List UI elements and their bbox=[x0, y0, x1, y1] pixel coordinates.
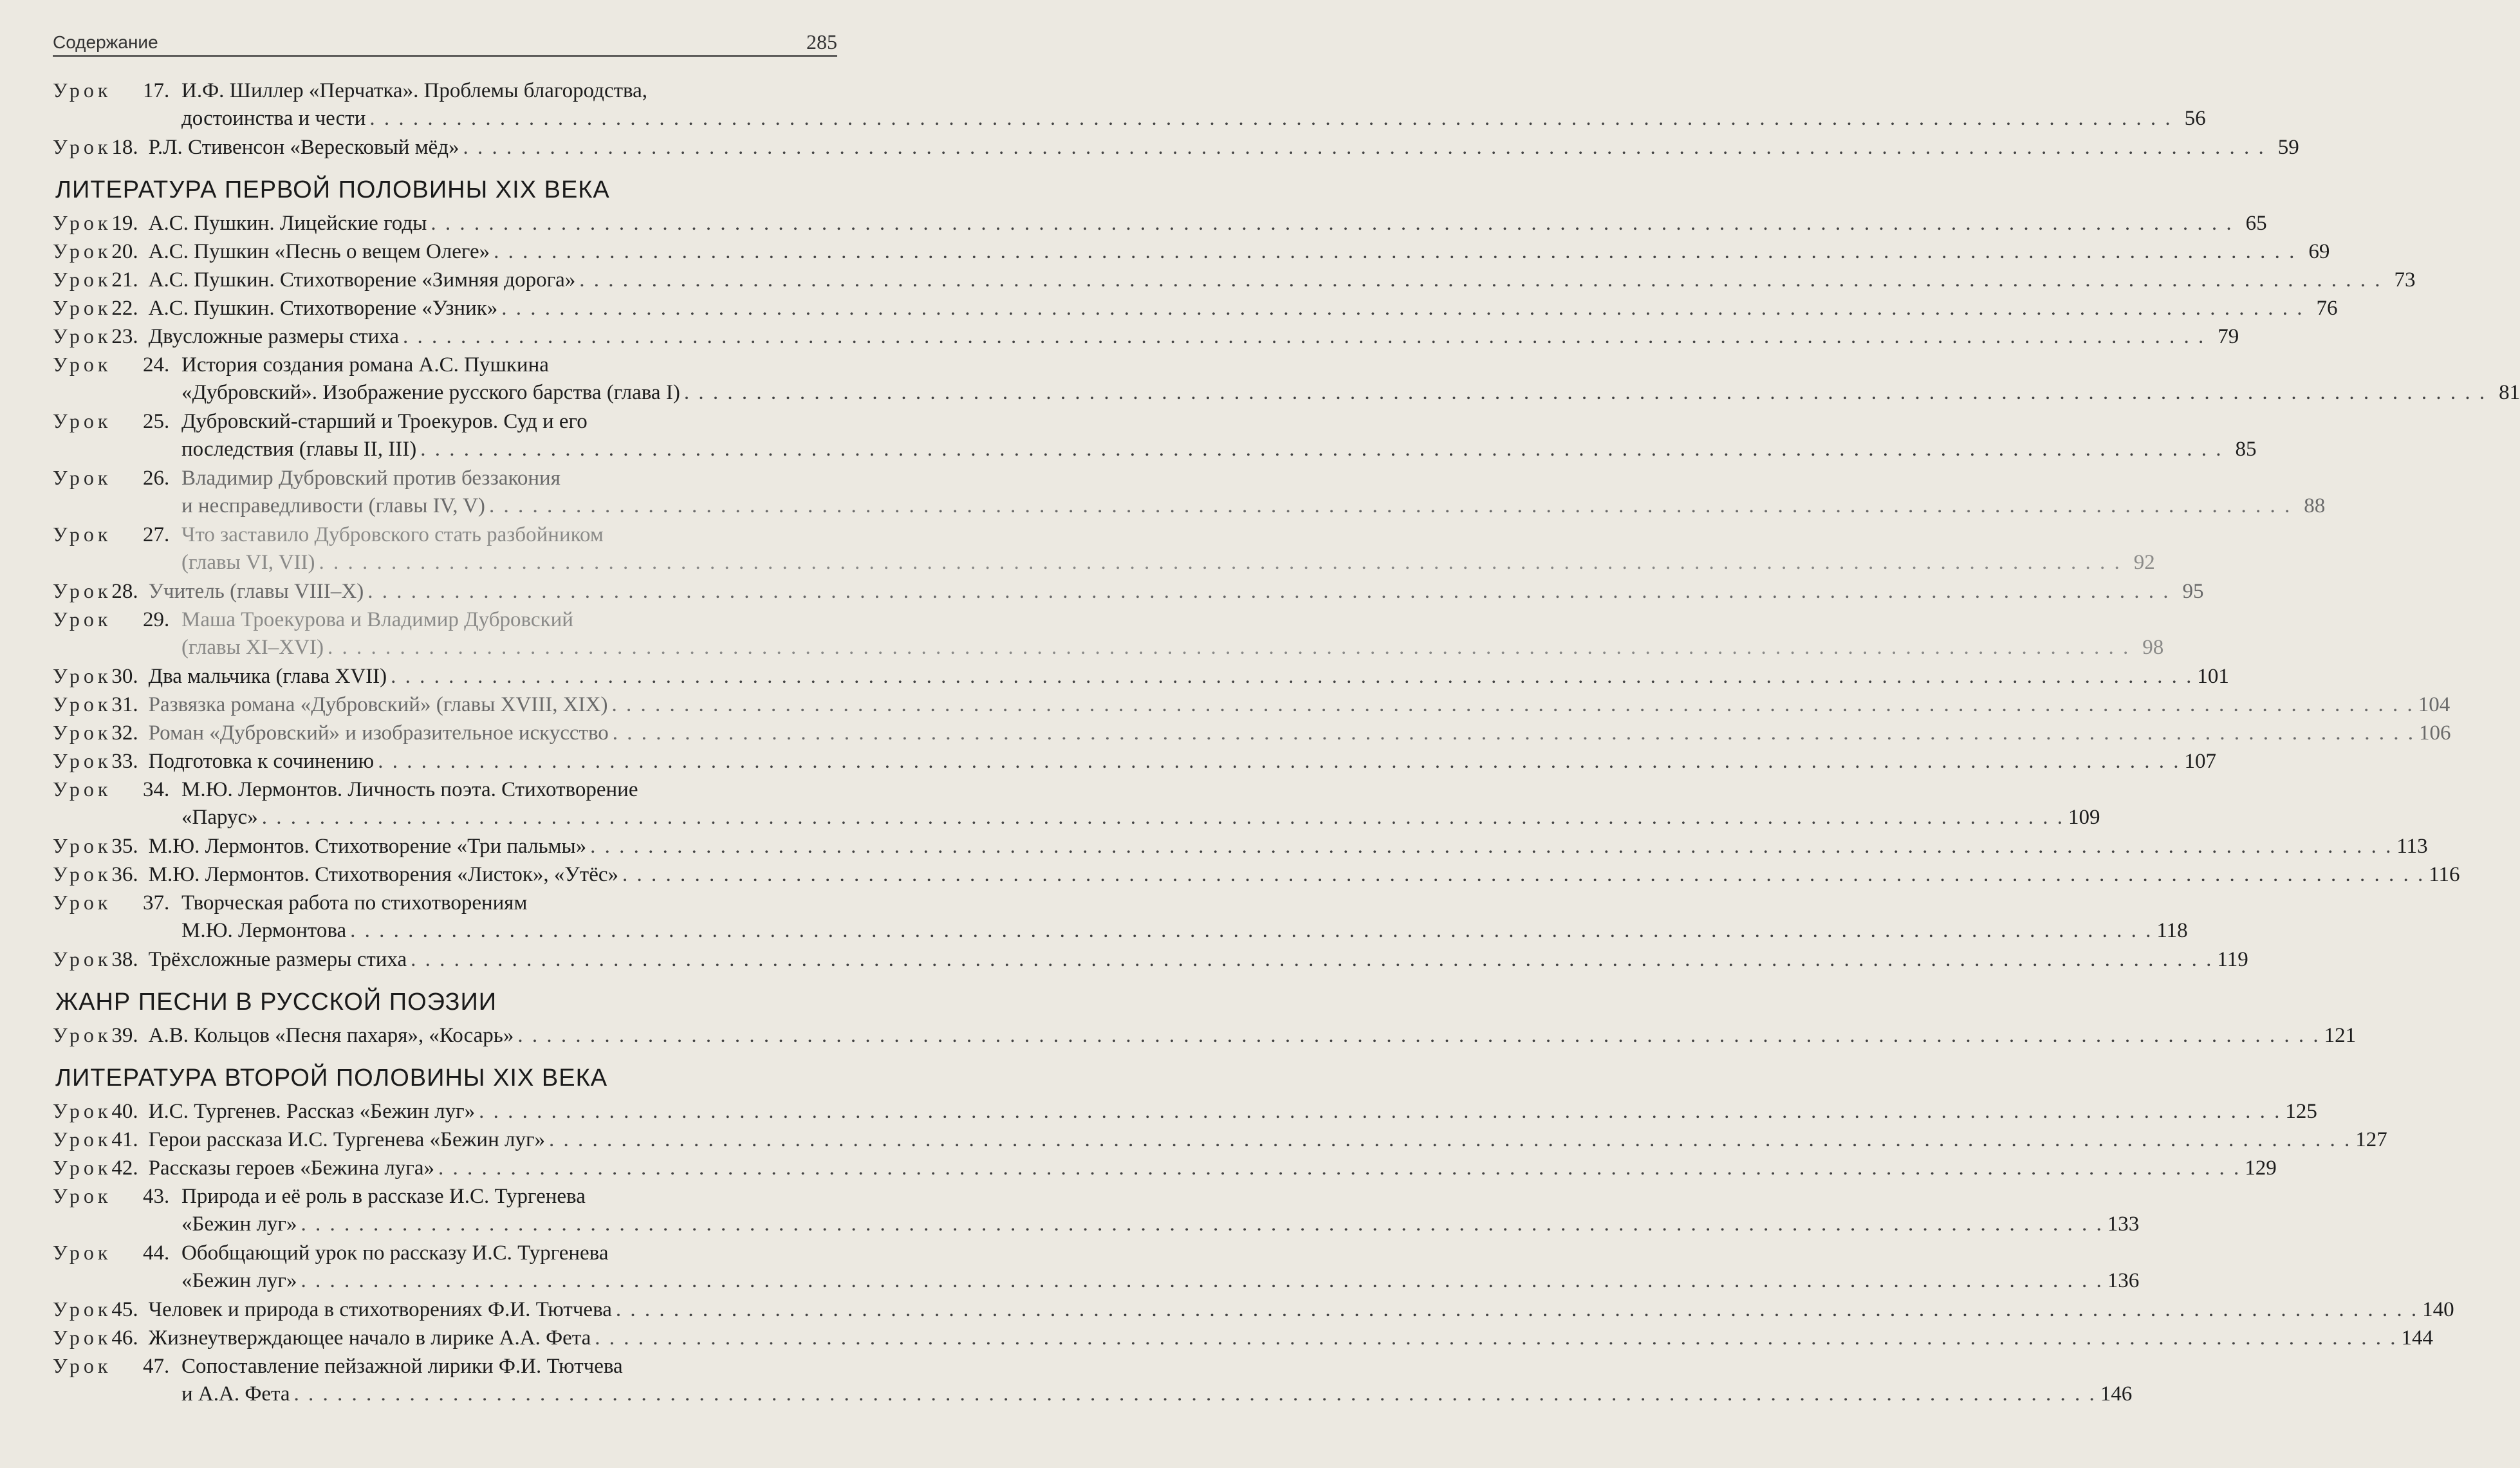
toc-entry bbox=[53, 747, 2216, 775]
lesson-title: Что заставило Дубровского стать разбойником bbox=[181, 523, 604, 546]
entry-page-number: 92 bbox=[2133, 551, 2155, 574]
toc-entry bbox=[53, 133, 2299, 161]
lesson-title: М.Ю. Лермонтов. Личность поэта. Стихотворение bbox=[181, 778, 638, 801]
toc-entry-line bbox=[53, 322, 2239, 350]
dot-leader bbox=[403, 322, 2205, 351]
dot-leader bbox=[411, 945, 2213, 974]
entry-page-number: 104 bbox=[2418, 693, 2451, 716]
toc-entry-line bbox=[53, 1267, 2140, 1295]
lesson-label: Урок bbox=[53, 721, 112, 744]
entry-page-number: 101 bbox=[2197, 665, 2229, 688]
entry-page-number: 118 bbox=[2156, 919, 2188, 942]
entry-page-number: 65 bbox=[2245, 212, 2267, 235]
lesson-label: Урок bbox=[53, 834, 112, 857]
dot-leader bbox=[319, 548, 2122, 577]
lesson-title: И.С. Тургенев. Рассказ «Бежин луг» bbox=[148, 1100, 476, 1123]
lesson-number: 19. bbox=[111, 212, 138, 235]
toc-entry bbox=[53, 1295, 2454, 1323]
lesson-label: Урок bbox=[53, 664, 112, 687]
toc-entry-line bbox=[53, 718, 2451, 747]
toc-entry bbox=[53, 1238, 2140, 1295]
lesson-title: Владимир Дубровский против беззакония bbox=[181, 467, 561, 490]
lesson-title: Жизнеутверждающее начало в лирике А.А. Фета bbox=[148, 1326, 591, 1350]
lesson-title: (главы XI–XVI) bbox=[181, 636, 324, 659]
dot-leader bbox=[494, 237, 2296, 266]
toc-entry-line bbox=[53, 548, 2155, 577]
toc-entry-line bbox=[53, 1295, 2454, 1323]
dot-leader bbox=[517, 1021, 2320, 1050]
toc-entry bbox=[53, 945, 2248, 973]
lesson-number: 45. bbox=[111, 1298, 138, 1321]
toc-entry-line bbox=[53, 378, 2520, 407]
lesson-title: М.Ю. Лермонтов. Стихотворения «Листок», «Утёс» bbox=[148, 863, 618, 886]
dot-leader bbox=[501, 294, 2304, 322]
toc-entry-line bbox=[53, 76, 844, 104]
entry-page-number: 88 bbox=[2304, 494, 2326, 517]
toc-entry-line bbox=[53, 1021, 2357, 1049]
lesson-title: Роман «Дубровский» и изобразительное искусство bbox=[148, 721, 609, 745]
lesson-title: и несправедливости (главы IV, V) bbox=[181, 494, 485, 517]
lesson-title: Подготовка к сочинению bbox=[148, 750, 375, 773]
dot-leader bbox=[328, 633, 2130, 662]
lesson-number: 40. bbox=[111, 1100, 138, 1123]
lesson-title: А.С. Пушкин. Лицейские годы bbox=[148, 212, 427, 235]
dot-leader bbox=[489, 492, 2292, 520]
lesson-number: 46. bbox=[111, 1326, 138, 1350]
lesson-label: Урок bbox=[53, 947, 112, 971]
lesson-label: Урок bbox=[53, 749, 112, 772]
lesson-label: Урок bbox=[53, 1354, 112, 1377]
lesson-number: 33. bbox=[111, 750, 138, 773]
toc-entry-line bbox=[53, 1153, 2277, 1182]
lesson-label: Урок bbox=[53, 466, 112, 489]
toc-entry bbox=[53, 1125, 2387, 1153]
toc-entry bbox=[53, 832, 2428, 860]
toc-entry-line bbox=[53, 605, 844, 633]
toc-entry bbox=[53, 463, 2326, 520]
toc-entry-line bbox=[53, 407, 844, 435]
lesson-number: 34. bbox=[143, 778, 170, 801]
entry-page-number: 73 bbox=[2394, 268, 2416, 292]
entry-page-number: 79 bbox=[2218, 325, 2239, 348]
dot-leader bbox=[391, 662, 2193, 691]
page-number: 285 bbox=[806, 30, 837, 53]
lesson-label: Урок bbox=[53, 777, 112, 801]
lesson-number: 29. bbox=[143, 608, 170, 631]
toc-entry-line bbox=[53, 860, 2460, 888]
toc-entry-line bbox=[53, 916, 2188, 945]
toc-entry-line bbox=[53, 832, 2428, 860]
lesson-label: Урок bbox=[53, 523, 112, 546]
dot-leader bbox=[420, 435, 2223, 463]
dot-leader bbox=[367, 577, 2170, 606]
entry-page-number: 133 bbox=[2107, 1212, 2140, 1236]
lesson-title: Два мальчика (глава XVII) bbox=[148, 665, 387, 688]
entry-page-number: 116 bbox=[2429, 863, 2460, 886]
toc-entry-line bbox=[53, 133, 2299, 161]
toc-entry-line bbox=[53, 492, 2326, 520]
lesson-title: М.Ю. Лермонтова bbox=[181, 919, 347, 942]
entry-page-number: 106 bbox=[2419, 721, 2451, 745]
lesson-title: Р.Л. Стивенсон «Вересковый мёд» bbox=[148, 136, 459, 159]
toc-entry bbox=[53, 577, 2204, 605]
lesson-title: «Дубровский». Изображение русского барства (глава I) bbox=[181, 381, 680, 404]
lesson-title: А.В. Кольцов «Песня пахаря», «Косарь» bbox=[148, 1024, 514, 1047]
lesson-label: Урок bbox=[53, 211, 112, 234]
dot-leader bbox=[431, 209, 2233, 237]
dot-leader bbox=[590, 832, 2393, 860]
entry-page-number: 125 bbox=[2285, 1100, 2317, 1123]
lesson-label: Урок bbox=[53, 1156, 112, 1179]
lesson-title: «Бежин луг» bbox=[181, 1269, 297, 1292]
entry-page-number: 121 bbox=[2324, 1024, 2357, 1047]
lesson-number: 27. bbox=[143, 523, 170, 546]
lesson-number: 36. bbox=[111, 863, 138, 886]
section-title: ЛИТЕРАТУРА ВТОРОЙ ПОЛОВИНЫ XIX ВЕКА bbox=[55, 1064, 608, 1092]
toc-entry bbox=[53, 860, 2460, 888]
toc-entry bbox=[53, 888, 2188, 945]
toc-entry-line bbox=[53, 1323, 2434, 1352]
lesson-number: 44. bbox=[143, 1241, 170, 1265]
dot-leader bbox=[294, 1380, 2097, 1408]
lesson-label: Урок bbox=[53, 268, 112, 291]
dot-leader bbox=[479, 1097, 2281, 1126]
lesson-label: Урок bbox=[53, 891, 112, 914]
lesson-number: 42. bbox=[111, 1157, 138, 1180]
lesson-title: Сопоставление пейзажной лирики Ф.И. Тютчева bbox=[181, 1355, 623, 1378]
toc-entry-line bbox=[53, 463, 844, 492]
toc-entry bbox=[53, 1097, 2317, 1125]
toc-entry-line bbox=[53, 690, 2451, 718]
lesson-label: Урок bbox=[53, 135, 112, 158]
lesson-title: и А.А. Фета bbox=[181, 1382, 290, 1406]
entry-page-number: 69 bbox=[2308, 240, 2330, 263]
entry-page-number: 85 bbox=[2235, 438, 2257, 461]
toc-entry bbox=[53, 76, 2206, 133]
entry-page-number: 81 bbox=[2499, 381, 2520, 404]
lesson-label: Урок bbox=[53, 608, 112, 631]
toc-entry-line bbox=[53, 1097, 2317, 1125]
toc-entry bbox=[53, 662, 2229, 690]
entry-page-number: 146 bbox=[2100, 1382, 2133, 1406]
lesson-number: 37. bbox=[143, 891, 170, 915]
toc-entry-line bbox=[53, 747, 2216, 775]
lesson-title: Человек и природа в стихотворениях Ф.И. Тютчева bbox=[148, 1298, 612, 1321]
lesson-number: 32. bbox=[111, 721, 138, 745]
lesson-title: А.С. Пушкин. Стихотворение «Зимняя дорога» bbox=[148, 268, 576, 292]
dot-leader bbox=[549, 1126, 2351, 1154]
lesson-label: Урок bbox=[53, 1297, 112, 1321]
entry-page-number: 59 bbox=[2277, 136, 2299, 159]
lesson-label: Урок bbox=[53, 409, 112, 432]
toc-entry bbox=[53, 293, 2338, 322]
toc-entry-line bbox=[53, 265, 2416, 293]
lesson-title: Обобщающий урок по рассказу И.С. Тургенева bbox=[181, 1241, 609, 1265]
toc-entry-line bbox=[53, 888, 844, 916]
entry-page-number: 119 bbox=[2217, 948, 2248, 971]
dot-leader bbox=[301, 1267, 2103, 1295]
lesson-number: 43. bbox=[143, 1185, 170, 1208]
lesson-number: 35. bbox=[111, 835, 138, 858]
dot-leader bbox=[438, 1154, 2241, 1182]
toc-entry bbox=[53, 209, 2267, 237]
toc-entry-line bbox=[53, 1352, 844, 1380]
lesson-number: 47. bbox=[143, 1355, 170, 1378]
dot-leader bbox=[369, 104, 2172, 133]
lesson-title: последствия (главы II, III) bbox=[181, 438, 417, 461]
lesson-number: 22. bbox=[111, 297, 138, 320]
lesson-title: А.С. Пушкин. Стихотворение «Узник» bbox=[148, 297, 498, 320]
toc-entry-line bbox=[53, 803, 2100, 832]
table-of-contents bbox=[53, 76, 2520, 1408]
entry-page-number: 136 bbox=[2107, 1269, 2140, 1292]
dot-leader bbox=[378, 747, 2180, 776]
entry-page-number: 140 bbox=[2422, 1298, 2454, 1321]
toc-entry bbox=[53, 237, 2330, 265]
entry-page-number: 113 bbox=[2396, 835, 2428, 858]
toc-entry bbox=[53, 718, 2451, 747]
toc-entry-line bbox=[53, 1380, 2133, 1408]
dot-leader bbox=[616, 1296, 2418, 1324]
dot-leader bbox=[611, 691, 2414, 719]
lesson-number: 39. bbox=[111, 1024, 138, 1047]
toc-entry bbox=[53, 605, 2164, 662]
lesson-label: Урок bbox=[53, 1326, 112, 1349]
dot-leader bbox=[579, 266, 2382, 294]
lesson-label: Урок bbox=[53, 579, 112, 602]
lesson-number: 18. bbox=[111, 136, 138, 159]
lesson-label: Урок bbox=[53, 79, 112, 102]
toc-entry bbox=[53, 520, 2155, 577]
lesson-label: Урок bbox=[53, 324, 112, 348]
toc-entry bbox=[53, 407, 2257, 463]
dot-leader bbox=[350, 916, 2153, 945]
toc-entry-line bbox=[53, 293, 2338, 322]
lesson-title: И.Ф. Шиллер «Перчатка». Проблемы благородства, bbox=[181, 79, 648, 102]
lesson-number: 25. bbox=[143, 410, 170, 433]
toc-entry-line bbox=[53, 209, 2267, 237]
toc-entry-line bbox=[53, 662, 2229, 690]
section-title: ЖАНР ПЕСНИ В РУССКОЙ ПОЭЗИИ bbox=[55, 989, 497, 1016]
toc-entry bbox=[53, 1352, 2133, 1408]
lesson-title: Дубровский-старший и Троекуров. Суд и его bbox=[181, 410, 588, 433]
dot-leader bbox=[595, 1324, 2397, 1352]
toc-entry-line bbox=[53, 1210, 2140, 1238]
toc-entry bbox=[53, 322, 2239, 350]
lesson-number: 24. bbox=[143, 353, 170, 376]
toc-entry-line bbox=[53, 435, 2257, 463]
toc-entry bbox=[53, 1182, 2140, 1238]
entry-page-number: 127 bbox=[2355, 1128, 2387, 1151]
lesson-title: «Парус» bbox=[181, 806, 258, 829]
toc-entry-line bbox=[53, 520, 844, 548]
entry-page-number: 98 bbox=[2142, 636, 2164, 659]
toc-entry-line bbox=[53, 775, 844, 803]
lesson-number: 26. bbox=[143, 467, 170, 490]
dot-leader bbox=[622, 860, 2425, 889]
toc-entry-line bbox=[53, 1238, 844, 1267]
entry-page-number: 95 bbox=[2182, 580, 2204, 603]
toc-entry-line bbox=[53, 104, 2206, 133]
lesson-title: Маша Троекурова и Владимир Дубровский bbox=[181, 608, 573, 631]
toc-entry bbox=[53, 1153, 2277, 1182]
dot-leader bbox=[684, 378, 2487, 407]
dot-leader bbox=[463, 133, 2266, 162]
lesson-number: 28. bbox=[111, 580, 138, 603]
section-title: ЛИТЕРАТУРА ПЕРВОЙ ПОЛОВИНЫ XIX ВЕКА bbox=[55, 176, 610, 203]
lesson-number: 30. bbox=[111, 665, 138, 688]
lesson-title: Рассказы героев «Бежина луга» bbox=[148, 1157, 434, 1180]
toc-entry bbox=[53, 1021, 2357, 1049]
lesson-title: Развязка романа «Дубровский» (главы XVIII, XIX) bbox=[148, 693, 608, 716]
lesson-title: «Бежин луг» bbox=[181, 1212, 297, 1236]
entry-page-number: 109 bbox=[2068, 806, 2100, 829]
toc-entry-line bbox=[53, 1125, 2387, 1153]
toc-entry-line bbox=[53, 945, 2248, 973]
toc-entry bbox=[53, 1323, 2434, 1352]
running-head bbox=[53, 26, 837, 57]
toc-entry bbox=[53, 265, 2416, 293]
dot-leader bbox=[613, 719, 2415, 747]
lesson-label: Урок bbox=[53, 1128, 112, 1151]
lesson-label: Урок bbox=[53, 862, 112, 886]
dot-leader bbox=[301, 1210, 2103, 1238]
lesson-title: (главы VI, VII) bbox=[181, 551, 315, 574]
lesson-number: 17. bbox=[143, 79, 170, 102]
toc-entry bbox=[53, 690, 2451, 718]
lesson-title: М.Ю. Лермонтов. Стихотворение «Три пальмы» bbox=[148, 835, 587, 858]
dot-leader bbox=[262, 803, 2064, 832]
entry-page-number: 144 bbox=[2401, 1326, 2434, 1350]
toc-entry-line bbox=[53, 1182, 844, 1210]
toc-entry-line bbox=[53, 577, 2204, 605]
lesson-label: Урок bbox=[53, 692, 112, 716]
lesson-number: 31. bbox=[111, 693, 138, 716]
lesson-title: Герои рассказа И.С. Тургенева «Бежин луг» bbox=[148, 1128, 545, 1151]
lesson-label: Урок bbox=[53, 1023, 112, 1046]
lesson-label: Урок bbox=[53, 353, 112, 376]
lesson-label: Урок bbox=[53, 1099, 112, 1122]
lesson-number: 38. bbox=[111, 948, 138, 971]
lesson-title: Двусложные размеры стиха bbox=[148, 325, 400, 348]
toc-entry bbox=[53, 775, 2100, 832]
entry-page-number: 129 bbox=[2245, 1157, 2277, 1180]
lesson-title: Природа и её роль в рассказе И.С. Тургенева bbox=[181, 1185, 586, 1208]
running-head-title: Содержание bbox=[53, 32, 158, 52]
lesson-title: А.С. Пушкин «Песнь о вещем Олеге» bbox=[148, 240, 490, 263]
lesson-number: 23. bbox=[111, 325, 138, 348]
toc-entry bbox=[53, 350, 2520, 407]
lesson-title: Творческая работа по стихотворениям bbox=[181, 891, 528, 915]
lesson-title: Трёхсложные размеры стиха bbox=[148, 948, 407, 971]
toc-entry-line bbox=[53, 633, 2164, 662]
lesson-title: Учитель (главы VIII–X) bbox=[148, 580, 364, 603]
toc-entry-line bbox=[53, 237, 2330, 265]
lesson-label: Урок bbox=[53, 1241, 112, 1264]
lesson-number: 20. bbox=[111, 240, 138, 263]
lesson-number: 41. bbox=[111, 1128, 138, 1151]
entry-page-number: 56 bbox=[2184, 107, 2206, 130]
entry-page-number: 107 bbox=[2184, 750, 2216, 773]
lesson-title: История создания романа А.С. Пушкина bbox=[181, 353, 549, 376]
lesson-number: 21. bbox=[111, 268, 138, 292]
entry-page-number: 76 bbox=[2316, 297, 2338, 320]
lesson-label: Урок bbox=[53, 296, 112, 319]
lesson-title: достоинства и чести bbox=[181, 107, 366, 130]
lesson-label: Урок bbox=[53, 1184, 112, 1207]
lesson-label: Урок bbox=[53, 239, 112, 263]
toc-entry-line bbox=[53, 350, 844, 378]
